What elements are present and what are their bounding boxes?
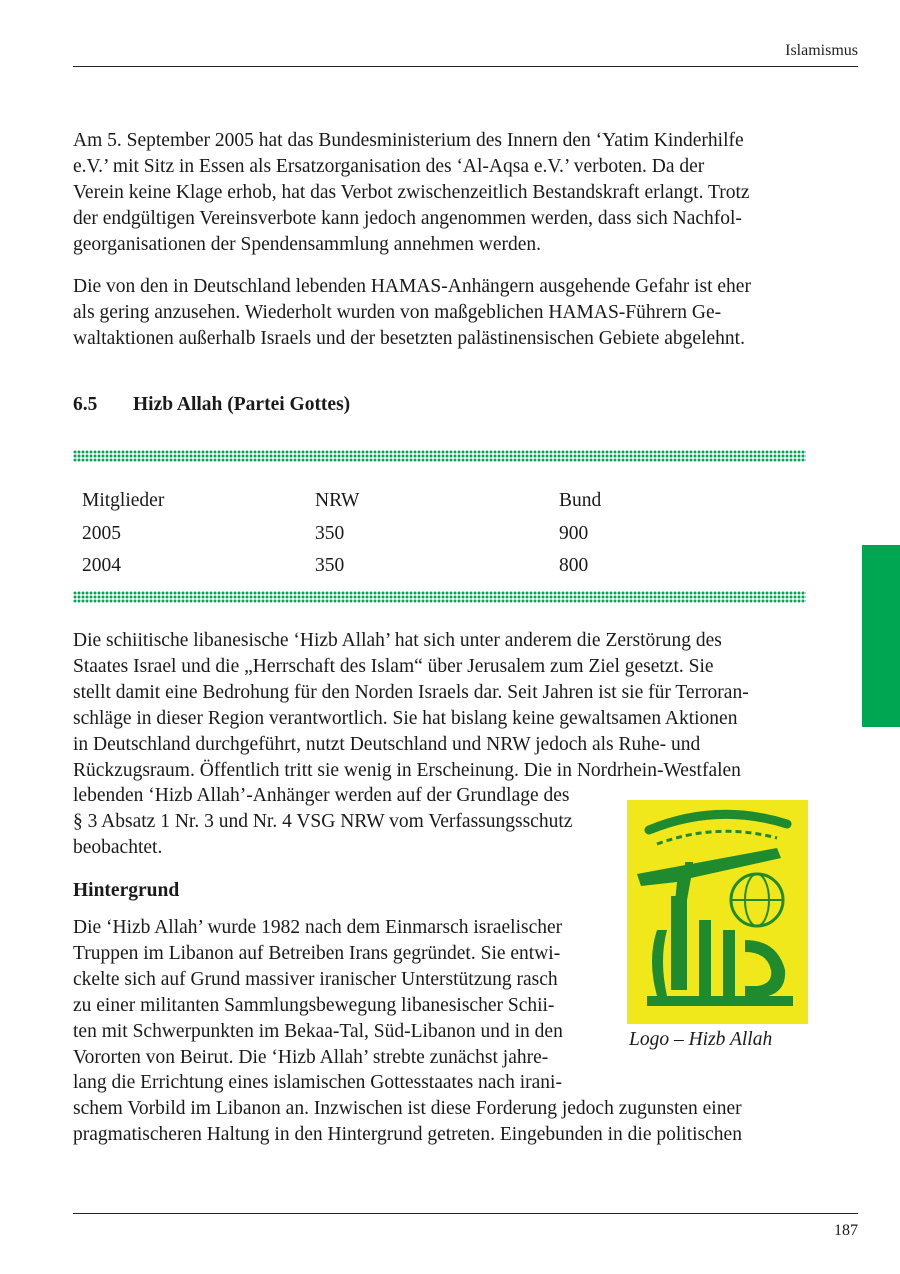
text-line: Die schiitische libanesische ‘Hizb Allah’ hat sich unter anderem die Zerstörung des xyxy=(73,630,722,651)
dotted-rule-top xyxy=(73,450,806,462)
text-line: lebenden ‘Hizb Allah’-Anhänger werden auf der Grundlage des xyxy=(73,785,570,807)
table-header-cell: Bund xyxy=(559,490,602,511)
text-line: Vororten von Beirut. Die ‘Hizb Allah’ strebte zunächst jahre- xyxy=(73,1046,549,1068)
text-line: als gering anzusehen. Wiederholt wurden von maßgeblichen HAMAS-Führern Ge- xyxy=(73,301,722,323)
logo-caption: Logo – Hizb Allah xyxy=(629,1029,773,1050)
table-row xyxy=(82,550,659,583)
text-line: Truppen im Libanon auf Betreiben Irans gegründet. Sie entwi- xyxy=(73,942,561,964)
table-cell-nrw: 350 xyxy=(315,555,345,576)
text-line: zu einer militanten Sammlungsbewegung libanesischer Schii- xyxy=(73,994,555,1016)
text-line: stellt damit eine Bedrohung für den Norden Israels dar. Seit Jahren ist sie für Terroran- xyxy=(73,681,749,703)
text-line: e.V.’ mit Sitz in Essen als Ersatzorganisation des ‘Al-Aqsa e.V.’ verboten. Da der xyxy=(73,155,705,177)
section-title: Hizb Allah (Partei Gottes) xyxy=(133,394,351,415)
text-line: pragmatischeren Haltung in den Hintergrund getreten. Eingebunden in die politischen xyxy=(73,1124,742,1146)
table-cell-year: 2005 xyxy=(82,522,121,544)
text-line: § 3 Absatz 1 Nr. 3 und Nr. 4 VSG NRW vom Verfassungsschutz xyxy=(73,811,573,833)
text-line: waltaktionen außerhalb Israels und der besetzten palästinensischen Gebiete abgelehnt. xyxy=(73,327,745,349)
subheading-hintergrund: Hintergrund xyxy=(73,880,180,901)
table-header-cell: Mitglieder xyxy=(82,490,165,511)
dotted-rule-bottom xyxy=(73,591,806,603)
page-number: 187 xyxy=(834,1222,858,1239)
text-line: schläge in dieser Region verantwortlich. Sie hat bislang keine gewaltsamen Aktionen xyxy=(73,707,738,729)
text-line: beobachtet. xyxy=(73,837,163,859)
table-header-cell: NRW xyxy=(315,490,360,511)
text-line: der endgültigen Vereinsverbote kann jedoch angenommen werden, dass sich Nachfol- xyxy=(73,207,742,229)
section-heading xyxy=(73,392,350,418)
members-table xyxy=(82,485,659,583)
table-row xyxy=(82,518,659,551)
text-line: schem Vorbild im Libanon an. Inzwischen ist diese Forderung jedoch zugunsten einer xyxy=(73,1098,742,1120)
section-number: 6.5 xyxy=(73,394,98,415)
text-line: Am 5. September 2005 hat das Bundesministerium des Innern den ‘Yatim Kinderhilfe xyxy=(73,130,744,151)
text-line: georganisationen der Spendensammlung annehmen werden. xyxy=(73,233,542,255)
paragraph-hamas-gefahr xyxy=(73,274,751,352)
header-rule xyxy=(73,66,858,67)
text-line: Verein keine Klage erhob, hat das Verbot zwischenzeitlich Bestandskraft erlangt. Trotz xyxy=(73,181,750,203)
text-line: Die ‘Hizb Allah’ wurde 1982 nach dem Einmarsch israelischer xyxy=(73,917,563,938)
text-line: Die von den in Deutschland lebenden HAMAS-Anhängern ausgehende Gefahr ist eher xyxy=(73,276,751,297)
hizb-allah-logo xyxy=(627,800,808,1024)
running-head: Islamismus xyxy=(785,42,858,59)
chapter-tab-marker xyxy=(862,545,900,727)
text-line: ckelte sich auf Grund massiver iranischer Unterstützung rasch xyxy=(73,968,558,990)
text-line: Staates Israel und die „Herrschaft des Islam“ über Jerusalem zum Ziel gesetzt. Sie xyxy=(73,655,714,677)
footer-rule xyxy=(73,1213,858,1214)
paragraph-ersatzorganisation xyxy=(73,128,750,258)
text-line: Rückzugsraum. Öffentlich tritt sie wenig in Erscheinung. Die in Nordrhein-Westfalen xyxy=(73,759,741,781)
text-line: lang die Errichtung eines islamischen Gottesstaates nach irani- xyxy=(73,1072,562,1094)
text-line: in Deutschland durchgeführt, nutzt Deutschland und NRW jedoch als Ruhe- und xyxy=(73,733,701,755)
text-line: ten mit Schwerpunkten im Bekaa-Tal, Süd-Libanon und in den xyxy=(73,1020,563,1042)
logo-emblem-icon xyxy=(627,800,808,1024)
table-header-row xyxy=(82,485,659,518)
table-cell-year: 2004 xyxy=(82,555,121,576)
table-cell-bund: 800 xyxy=(559,555,589,576)
table-cell-nrw: 350 xyxy=(315,522,345,544)
table-cell-bund: 900 xyxy=(559,522,589,544)
